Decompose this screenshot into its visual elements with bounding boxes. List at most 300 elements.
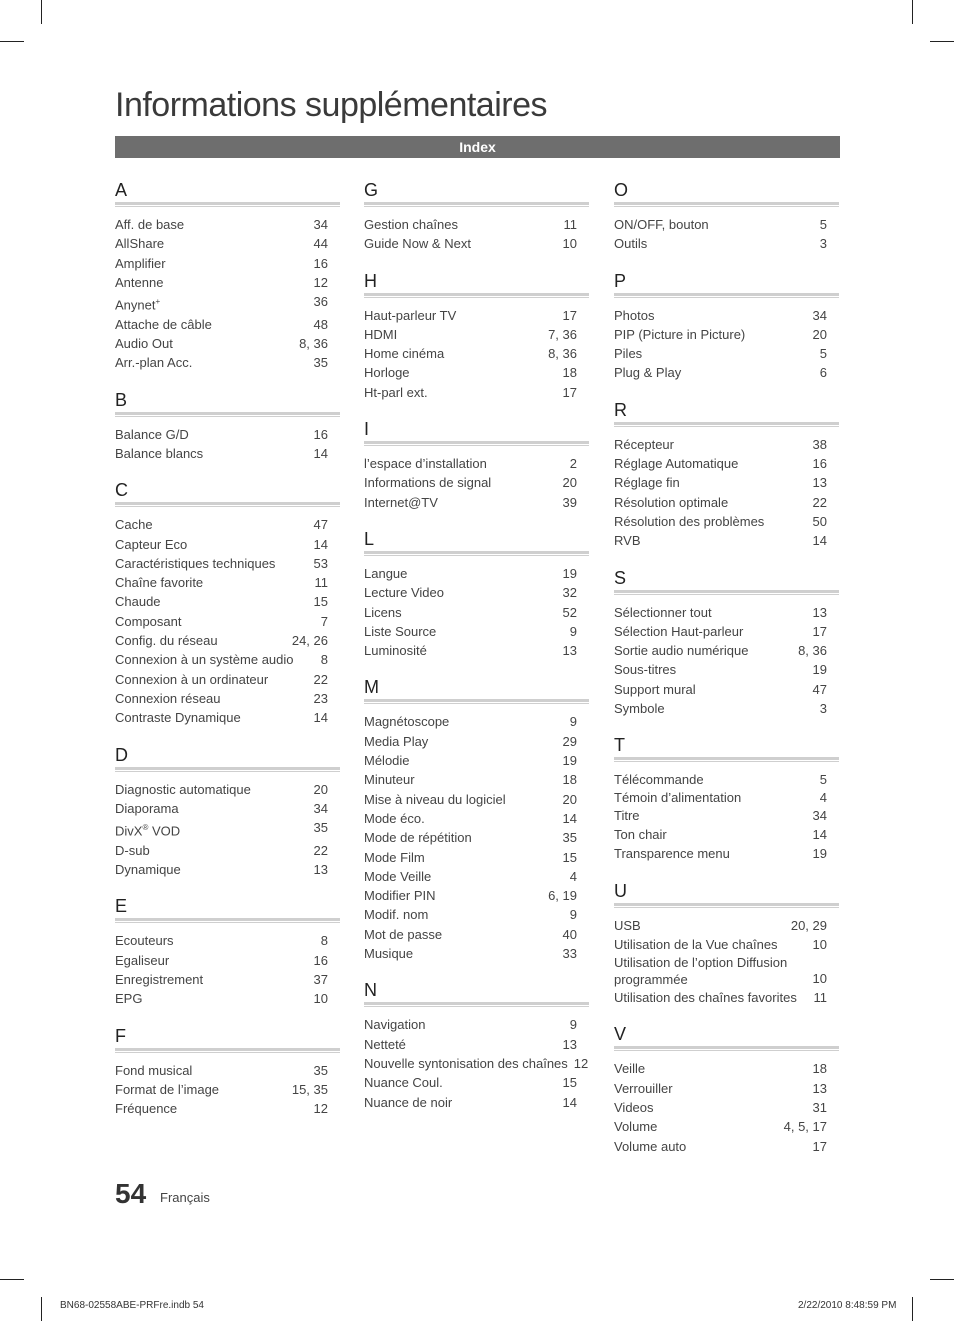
print-slug-date: 2/22/2010 8:48:59 PM (798, 1300, 897, 1311)
section-letter: S (614, 567, 627, 588)
entry-name: Enregistrement (115, 971, 204, 987)
index-entry (614, 641, 839, 660)
section-divider (364, 441, 589, 444)
entry-name: Balance G/D (115, 426, 189, 442)
entry-page: 10 (313, 991, 328, 1007)
entry-name: Liste Source (364, 623, 437, 639)
index-entry (364, 344, 589, 363)
entry-name: Fond musical (115, 1062, 193, 1078)
entry-page: 36 (313, 294, 328, 310)
entry-page: 16 (313, 952, 328, 968)
index-entry (115, 292, 340, 315)
index-entry (115, 951, 340, 970)
index-entry (115, 931, 340, 950)
index-section-h (364, 271, 589, 402)
entry-name: Mise à niveau du logiciel (364, 791, 506, 807)
entry-name: Nuance Coul. (364, 1075, 443, 1091)
entry-name: Cache (115, 517, 153, 533)
entry-page: 22 (812, 494, 827, 510)
entry-name: Télécommande (614, 772, 704, 788)
entry-page: 2 (569, 456, 577, 472)
index-entry (115, 989, 340, 1008)
index-entry (364, 1073, 589, 1092)
index-entry (364, 215, 589, 234)
entry-name: Sélection Haut-parleur (614, 623, 744, 639)
index-entry (614, 344, 839, 363)
index-entry (614, 790, 839, 806)
index-entry (364, 867, 589, 886)
index-entry (115, 234, 340, 253)
section-divider (115, 918, 340, 921)
entry-page: 14 (562, 810, 577, 826)
section-divider (115, 1052, 340, 1053)
entry-page: 17 (812, 1138, 827, 1154)
index-entry (364, 905, 589, 924)
entry-name: Ht-parl ext. (364, 384, 428, 400)
index-entry (115, 315, 340, 334)
index-section-a (115, 180, 340, 373)
entry-name: Ton chair (614, 826, 667, 842)
entry-name: Mode Veille (364, 868, 432, 884)
entry-name: Navigation (364, 1017, 426, 1033)
section-divider (364, 293, 589, 296)
entry-name: Haut-parleur TV (364, 307, 457, 323)
entry-name: Media Play (364, 733, 429, 749)
entry-page: 7 (320, 613, 328, 629)
entry-name: Photos (614, 307, 655, 323)
entry-page: 15 (313, 594, 328, 610)
entry-name: Piles (614, 346, 643, 362)
section-divider (614, 757, 839, 760)
entry-name: ON/OFF, bouton (614, 217, 709, 232)
entry-name: Arr.-plan Acc. (115, 355, 193, 371)
section-letter: V (614, 1024, 627, 1045)
entry-name: Sélectionner tout (614, 604, 712, 620)
index-column-1 (115, 180, 340, 1135)
entry-name: Config. du réseau (115, 633, 218, 649)
entry-page: 18 (562, 365, 577, 381)
entry-name: Balance blancs (115, 446, 204, 461)
section-divider (115, 202, 340, 205)
entry-page: 13 (562, 1036, 577, 1052)
entry-page: 33 (562, 946, 577, 962)
index-entry (115, 334, 340, 353)
section-letter: M (364, 677, 379, 698)
entry-page: 14 (812, 826, 827, 842)
entry-name: Diagnostic automatique (115, 781, 251, 797)
section-divider (115, 506, 340, 507)
entry-page: 7, 36 (548, 326, 577, 342)
index-section-f (115, 1026, 340, 1119)
entry-name: Contraste Dynamique (115, 710, 241, 726)
section-letter: I (364, 419, 370, 440)
index-entry (614, 603, 839, 622)
entry-page: 19 (562, 565, 577, 581)
entry-name: Musique (364, 946, 414, 962)
section-letter: O (614, 180, 629, 200)
section-divider (364, 297, 589, 298)
section-letter: T (614, 735, 625, 756)
entry-page: 39 (562, 494, 577, 510)
index-entry (614, 493, 839, 512)
entry-page: 14 (562, 1094, 577, 1110)
section-divider (115, 416, 340, 417)
index-section-r (614, 400, 839, 551)
entry-name: Verrouiller (614, 1080, 673, 1096)
entry-page: 37 (313, 971, 328, 987)
index-section-i (364, 419, 589, 512)
entry-page: 14 (313, 446, 328, 461)
index-section-o (614, 180, 839, 254)
index-entry (614, 935, 839, 954)
index-entry (364, 1035, 589, 1054)
index-entry (115, 1061, 340, 1080)
entry-name: Utilisation des chaînes favorites (614, 990, 797, 1006)
entry-name: Titre (614, 807, 640, 823)
index-entry (614, 1137, 839, 1156)
entry-page: 19 (812, 846, 827, 862)
index-entry (364, 1054, 589, 1073)
index-column-2 (364, 180, 589, 1129)
index-section-d (115, 745, 340, 880)
section-letter: C (115, 480, 128, 501)
index-entry (364, 848, 589, 867)
entry-page: 6, 19 (548, 888, 577, 904)
index-entry (614, 473, 839, 492)
index-entry (115, 1080, 340, 1099)
index-entry (364, 603, 589, 622)
section-divider (614, 297, 839, 298)
page-title: Informations supplémentaires (115, 86, 548, 124)
section-letter: B (115, 389, 128, 410)
section-divider (115, 1048, 340, 1051)
index-entry (614, 1098, 839, 1117)
section-divider (115, 771, 340, 772)
section-letter: E (115, 896, 128, 917)
entry-page: 48 (313, 316, 328, 332)
entry-page: 8, 36 (299, 336, 328, 352)
section-divider (614, 422, 839, 425)
entry-name: Lecture Video (364, 585, 444, 601)
index-entry (364, 622, 589, 641)
index-entry (614, 512, 839, 531)
entry-name: Egaliseur (115, 952, 170, 968)
entry-name: Symbole (614, 701, 665, 717)
section-letter: F (115, 1025, 126, 1046)
section-divider (614, 590, 839, 593)
index-entry (115, 818, 340, 841)
index-entry (614, 825, 839, 844)
index-entry (614, 660, 839, 679)
section-letter: D (115, 744, 128, 765)
entry-name: Sous-titres (614, 662, 677, 678)
index-entry (364, 641, 589, 660)
entry-page: 53 (313, 555, 328, 571)
section-divider (115, 767, 340, 770)
section-divider (614, 293, 839, 296)
entry-name: Sortie audio numérique (614, 643, 749, 659)
entry-page: 47 (313, 517, 328, 533)
index-section-l (364, 529, 589, 660)
index-entry (115, 670, 340, 689)
page-number: 54 (115, 1178, 147, 1209)
section-divider (364, 445, 589, 446)
entry-page: 5 (819, 346, 827, 362)
entry-name: Veille (614, 1061, 646, 1077)
entry-page: 16 (313, 426, 328, 442)
index-section-u (614, 881, 839, 1008)
section-divider (614, 1046, 839, 1049)
entry-name: EPG (115, 991, 143, 1007)
entry-name: Ecouteurs (115, 933, 174, 949)
index-entry (115, 841, 340, 860)
index-entry (364, 583, 589, 602)
entry-page: 3 (819, 701, 827, 717)
entry-page: 13 (562, 643, 577, 659)
entry-page: 11 (813, 990, 827, 1006)
entry-name: Réglage fin (614, 475, 680, 491)
entry-page: 8 (320, 652, 328, 668)
index-entry (115, 860, 340, 879)
entry-name: Utilisation de la Vue chaînes (614, 936, 778, 952)
entry-page: 15 (562, 1075, 577, 1091)
entry-page: 13 (313, 862, 328, 878)
index-entry (364, 383, 589, 402)
entry-name: Anynet+ (115, 297, 161, 313)
section-divider (614, 1050, 839, 1051)
entry-name: Aff. de base (115, 217, 185, 232)
entry-page: 8 (320, 933, 328, 949)
entry-page: 52 (562, 604, 577, 620)
entry-page: 4, 5, 17 (783, 1119, 827, 1135)
entry-name: Résolution des problèmes (614, 513, 765, 529)
entry-name: Récepteur (614, 436, 674, 452)
entry-page: 34 (313, 217, 328, 232)
index-entry (364, 732, 589, 751)
index-entry (364, 363, 589, 382)
entry-name: Nouvelle syntonisation des chaînes (364, 1055, 568, 1071)
index-section-e (115, 896, 340, 1008)
entry-name: Audio Out (115, 336, 173, 352)
section-letter: L (364, 528, 375, 549)
entry-name: Mode de répétition (364, 830, 472, 846)
index-section-b (115, 390, 340, 464)
entry-name: D-sub (115, 842, 150, 858)
entry-page: 5 (819, 217, 827, 232)
entry-page: 13 (812, 1080, 827, 1096)
entry-page: 5 (819, 772, 827, 788)
entry-name: Résolution optimale (614, 494, 729, 510)
index-entry (115, 554, 340, 573)
entry-name: Témoin d’alimentation (614, 789, 742, 805)
index-entry (614, 988, 839, 1007)
index-entry (115, 799, 340, 818)
entry-name: l’espace d’installation (364, 456, 487, 472)
entry-name: Caractéristiques techniques (115, 555, 276, 571)
section-divider (364, 699, 589, 702)
entry-name: Horloge (364, 365, 410, 381)
index-entry (364, 751, 589, 770)
entry-page: 12 (313, 274, 328, 290)
entry-page: 16 (313, 255, 328, 271)
section-divider (614, 202, 839, 205)
entry-name: Luminosité (364, 643, 427, 659)
entry-page: 13 (812, 604, 827, 620)
entry-page: 14 (313, 710, 328, 726)
entry-name: Capteur Eco (115, 536, 188, 552)
section-letter: G (364, 180, 379, 200)
entry-name: Minuteur (364, 772, 415, 788)
index-section-n (364, 980, 589, 1111)
index-entry (364, 809, 589, 828)
entry-name: Mot de passe (364, 926, 443, 942)
index-entry (115, 535, 340, 554)
section-letter: H (364, 270, 377, 291)
entry-page: 4 (569, 868, 577, 884)
entry-name: Format de l’image (115, 1081, 220, 1097)
entry-name: Diaporama (115, 800, 179, 816)
index-entry (614, 1059, 839, 1078)
section-divider (364, 703, 589, 704)
entry-page: 4 (819, 789, 827, 805)
index-entry (364, 790, 589, 809)
entry-name: Modif. nom (364, 907, 429, 923)
entry-page: 38 (812, 436, 827, 452)
entry-name: Connexion à un système audio (115, 652, 294, 668)
section-divider (614, 907, 839, 908)
index-entry (115, 215, 340, 234)
index-section-p (614, 271, 839, 383)
entry-name: Langue (364, 565, 408, 581)
index-entry (614, 215, 839, 234)
entry-page: 20 (562, 475, 577, 491)
section-divider (115, 206, 340, 207)
index-entry (115, 353, 340, 372)
entry-name: Chaîne favorite (115, 575, 204, 591)
section-letter: A (115, 180, 128, 200)
entry-page: 3 (819, 236, 827, 252)
index-entry (614, 916, 839, 935)
section-divider (115, 922, 340, 923)
entry-name: Transparence menu (614, 846, 730, 862)
index-entry (614, 325, 839, 344)
entry-page: 32 (562, 585, 577, 601)
index-entry (115, 444, 340, 463)
entry-page: 18 (562, 772, 577, 788)
entry-name: Modifier PIN (364, 888, 436, 904)
entry-page: 31 (812, 1100, 827, 1116)
footer-language: Français (160, 1190, 210, 1205)
entry-page: 34 (812, 807, 827, 823)
entry-page: 22 (313, 671, 328, 687)
entry-name: DivX® VOD (115, 823, 181, 839)
entry-name: Fréquence (115, 1101, 178, 1117)
entry-page: 10 (812, 970, 827, 986)
entry-page: 35 (313, 355, 328, 371)
entry-name: Videos (614, 1100, 654, 1116)
index-section-s (614, 568, 839, 719)
section-divider (614, 903, 839, 906)
entry-name: Attache de câble (115, 316, 212, 332)
index-entry (115, 970, 340, 989)
entry-name: Mode éco. (364, 810, 425, 826)
entry-name: Réglage Automatique (614, 456, 739, 472)
index-entry (115, 425, 340, 444)
entry-page: 9 (569, 623, 577, 639)
index-entry (115, 689, 340, 708)
index-entry (115, 780, 340, 799)
index-section-g (364, 180, 589, 254)
index-entry (364, 493, 589, 512)
entry-page: 15 (562, 849, 577, 865)
entry-page: 20, 29 (790, 917, 827, 933)
entry-page: 19 (812, 662, 827, 678)
index-entry (115, 612, 340, 631)
section-divider (614, 426, 839, 427)
entry-page: 24, 26 (291, 633, 328, 649)
index-entry (614, 680, 839, 699)
index-entry (364, 886, 589, 905)
section-divider (614, 206, 839, 207)
section-divider (364, 206, 589, 207)
entry-page: 8, 36 (798, 643, 827, 659)
index-entry (115, 650, 340, 669)
entry-page: 47 (812, 681, 827, 697)
entry-page: 29 (562, 733, 577, 749)
entry-name: Connexion réseau (115, 690, 221, 706)
index-entry (614, 844, 839, 863)
section-divider (115, 412, 340, 415)
entry-page: 10 (812, 936, 827, 952)
entry-name: HDMI (364, 326, 398, 342)
entry-name: Magnétoscope (364, 714, 450, 730)
entry-name: Netteté (364, 1036, 406, 1052)
index-entry (364, 1093, 589, 1112)
index-entry (364, 770, 589, 789)
index-entry (364, 712, 589, 731)
entry-name: Home cinéma (364, 346, 445, 362)
entry-name: Outils (614, 236, 648, 252)
index-entry (614, 770, 839, 789)
entry-page: 20 (812, 326, 827, 342)
entry-name: Dynamique (115, 862, 181, 878)
index-header-bar: Index (115, 136, 840, 158)
entry-page: 17 (812, 623, 827, 639)
index-entry (614, 1117, 839, 1136)
entry-page: 35 (313, 820, 328, 836)
entry-page: 19 (562, 753, 577, 769)
entry-page: 17 (562, 384, 577, 400)
entry-page: 11 (314, 575, 328, 591)
index-entry (364, 564, 589, 583)
entry-page: 17 (562, 307, 577, 323)
index-entry (115, 631, 340, 650)
print-slug-file: BN68-02558ABE-PRFre.indb 54 (60, 1300, 204, 1311)
index-entry (115, 592, 340, 611)
entry-page: 9 (569, 1017, 577, 1033)
index-entry (115, 573, 340, 592)
entry-page: 34 (812, 307, 827, 323)
entry-page: 15, 35 (291, 1081, 328, 1097)
entry-name: Chaude (115, 594, 161, 610)
section-letter: P (614, 270, 627, 291)
index-entry (614, 806, 839, 825)
index-entry (614, 363, 839, 382)
entry-page: 13 (812, 475, 827, 491)
index-entry (614, 454, 839, 473)
index-section-m (364, 677, 589, 963)
entry-name: Nuance de noir (364, 1094, 453, 1110)
